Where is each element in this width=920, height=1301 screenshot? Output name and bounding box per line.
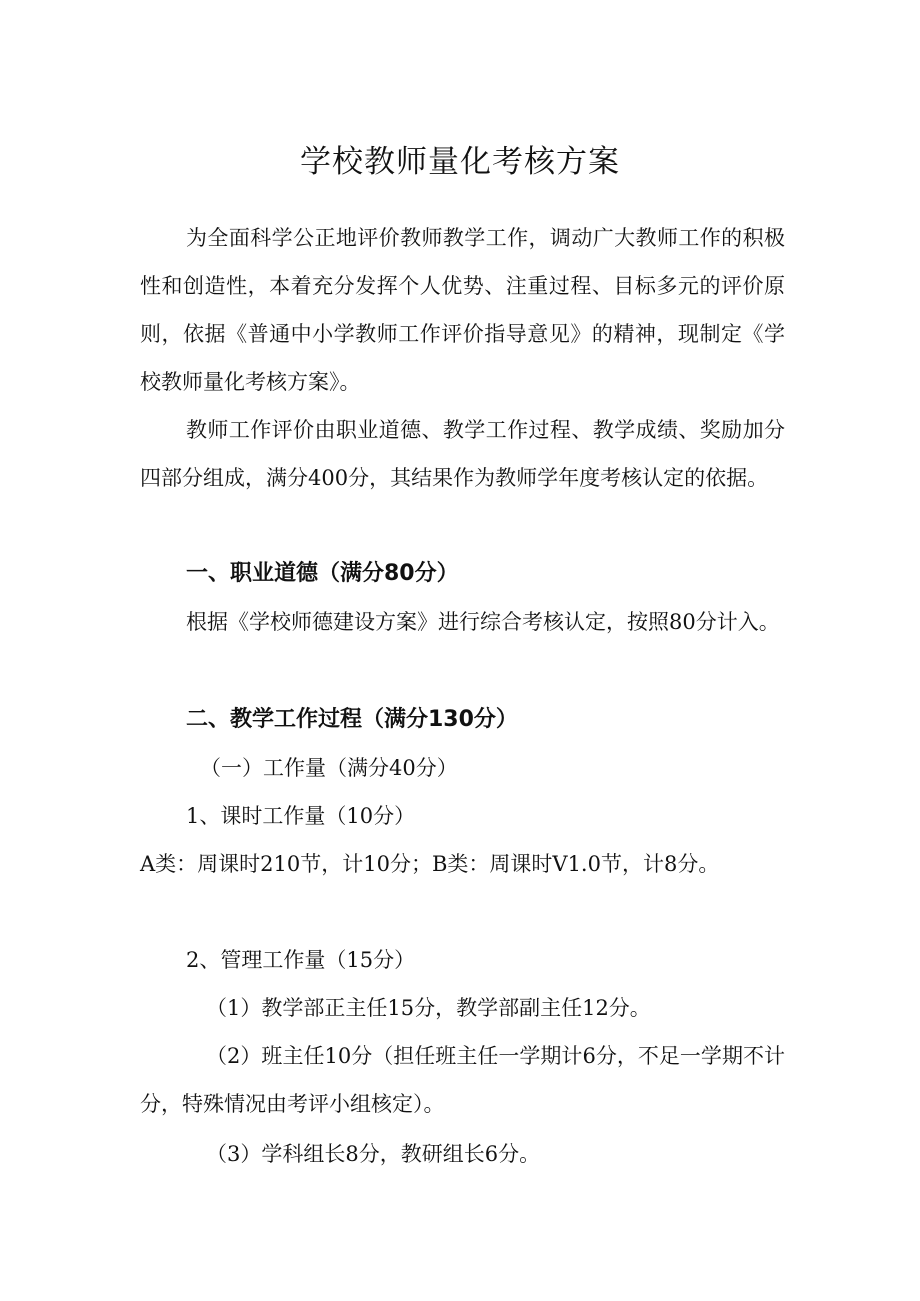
management-item-3: （3）学科组长8分，教研组长6分。 [206, 1142, 541, 1166]
workload-subheading: （一）工作量（满分40分） [200, 756, 458, 780]
ethics-paragraph: 根据《学校师德建设方案》进行综合考核认定，按照80分计入。 [186, 610, 780, 634]
management-heading: 2、管理工作量（15分） [186, 948, 416, 972]
document-title: 学校教师量化考核方案 [300, 144, 620, 180]
management-item-2: （2）班主任10分（担任班主任一学期计6分，不足一学期不计分，特殊情况由考评小组核定）。 [140, 1044, 785, 1116]
section-2-heading: 二、教学工作过程（满分130分） [186, 707, 518, 732]
section-1-heading: 一、职业道德（满分80分） [186, 561, 459, 586]
intro-paragraph: 为全面科学公正地评价教师教学工作，调动广大教师工作的积极性和创造性，本着充分发挥个人优势、注重过程、目标多元的评价原则，依据《普通中小学教师工作评价指导意见》的精神，现制定《学校教师量化考核方案》。 [140, 226, 785, 394]
composition-paragraph: 教师工作评价由职业道德、教学工作过程、教学成绩、奖励加分四部分组成，满分400分，其结果作为教师学年度考核认定的依据。 [140, 418, 785, 490]
class-hours-paragraph: A类：周课时210节，计10分；B类：周课时V1.0节，计8分。 [140, 852, 720, 876]
management-item-1: （1）教学部正主任15分，教学部副主任12分。 [206, 996, 651, 1020]
class-hours-heading: 1、课时工作量（10分） [186, 804, 416, 828]
